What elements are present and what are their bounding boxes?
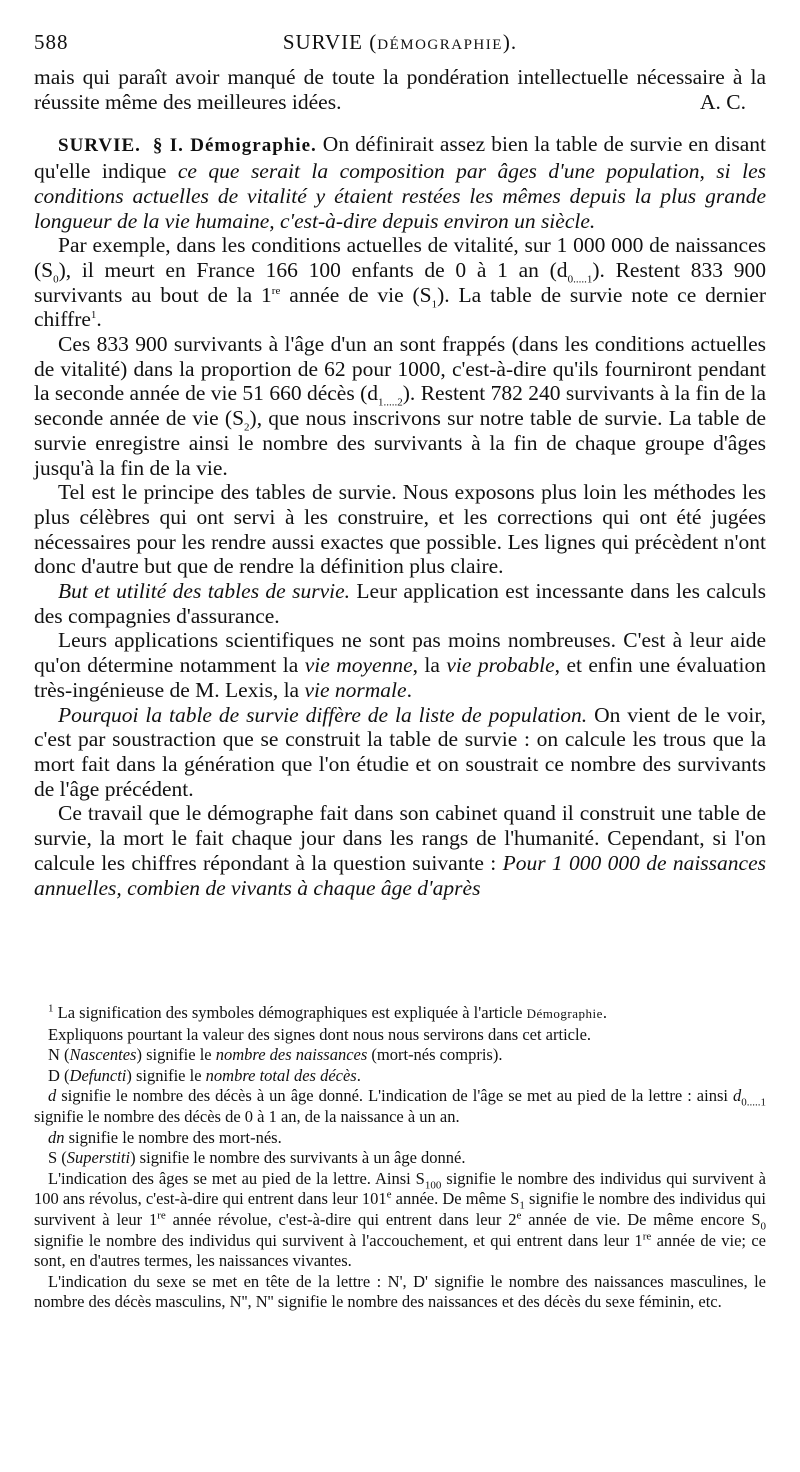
paragraph-purpose: But et utilité des tables de survie. Leur application est incessante dans les calculs des compagnies d'assurance.: [34, 579, 766, 628]
running-title-end: ).: [502, 30, 518, 54]
section-heading: § I. Démographie.: [152, 135, 317, 157]
footnote-line-8: L'indication des âges se met au pied de la lettre. Ainsi $S_{100}$ signifie le nombre des individus qui survivent à 100 ans révolus, c'est-à-dire qui entrent dans leur 101e année. De même $S_1$ signifie le nombre des individus qui survivent à leur 1re année révolue, c'est-à-dire qui entrent dans leur 2e année de vie. De même encore $S_0$ signifie le nombre des individus qui survivent à l'accouchement, et qui entrent dans leur 1re année de vie; ce sont, en d'autres termes, les naissances vivantes.: [34, 1168, 766, 1271]
footnote-1: $^1$ La signification des symboles démographiques est expliquée à l'article Démographie.: [48, 1002, 607, 1022]
paragraph-survivors: Ces 833 900 survivants à l'âge d'un an sont frappés (dans les conditions actuelles de vitalité) dans la proportion de 62 pour 1000, c'est-à-dire qu'ils fourniront pendant la seconde année de vie 51 660 décès $(d_{1.....2})$. Restent 782 240 survivants à la fin de la seconde année de vie $(S_2)$, que nous inscrivons sur notre table de survie. La table de survie enregistre ainsi le nombre des survivants à la fin de chaque groupe d'âges jusqu'à la fin de la vie.: [34, 332, 766, 480]
paragraph-definition: SURVIE. § I. Démographie. On définirait assez bien la table de survie en disant qu'elle indique ce que serait la composition par âges d'une population, si les conditions actuelles de vitalité y étaient restées les mêmes depuis la plus grande longueur de la vie humaine, c'est-à-dire depuis environ un siècle.: [34, 132, 766, 233]
footnote-line-4: D (Defuncti) signifie le nombre total des décès.: [48, 1065, 361, 1085]
intro-paragraph: [34, 65, 766, 114]
page-header: [34, 30, 766, 60]
page-number: 588: [34, 30, 69, 54]
paragraph-example: Par exemple, dans les conditions actuelles de vitalité, sur 1 000 000 de naissances $(S_0)$, il meurt en France 166 100 enfants de 0 à 1 an $(d_{0.....1})$. Restent 833 900 survivants au bout de la 1re année de vie $(S_1)$. La table de survie note ce dernier chiffre$^1$.: [34, 233, 767, 332]
paragraph-applications: Leurs applications scientifiques ne sont pas moins nombreuses. C'est à leur aide qu'on détermine notamment la vie moyenne, la vie probable, et enfin une évaluation très-ingénieuse de M. Lexis, la vie normale.: [34, 628, 766, 702]
intro-text: mais qui paraît avoir manqué de toute la pondération intellectuelle nécessaire à la réussite même des meilleures idées.: [34, 65, 766, 114]
footnote-line-7: S (Superstiti) signifie le nombre des survivants à un âge donné.: [48, 1148, 466, 1168]
paragraph-principle: Tel est le principe des tables de survie. Nous exposons plus loin les méthodes les plus célèbres qui ont servi à les construire, et les corrections qui ont été jugées nécessaires pour les rendre aussi exactes que possible. Les lignes qui précèdent n'ont donc d'autre but que de rendre la définition plus claire.: [34, 480, 766, 579]
main-text: [34, 65, 766, 900]
footnote-line-6: dn signifie le nombre des mort-nés.: [48, 1127, 282, 1147]
running-title-main: SURVIE (: [282, 30, 378, 54]
footnote-line-9: L'indication du sexe se met en tête de la lettre : N', D' signifie le nombre des naissances masculines, le nombre des décès masculins, N'', N'' signifie le nombre des naissances et des décès du sexe féminin, etc.: [34, 1271, 766, 1312]
footnote-ref: 1: [90, 309, 97, 322]
footnote-line-3: N (Nascentes) signifie le nombre des naissances (mort-nés compris).: [48, 1045, 503, 1065]
paragraph-difference: Pourquoi la table de survie diffère de la liste de population. On vient de le voir, c'est par soustraction que se construit la table de survie : on calcule les trous que la mort fait dans la génération que l'on étudie et on soustrait ce nombre des survivants de l'âge précédent.: [34, 702, 766, 801]
running-title-small: DÉMOGRAPHIE: [377, 37, 503, 53]
running-title: [34, 30, 766, 55]
article-label: SURVIE.: [58, 135, 141, 157]
author-signature: A. C.: [700, 89, 746, 114]
footnote-line-5: d signifie le nombre des décès à un âge donné. L'indication de l'âge se met au pied de la lettre : ainsi $d_{0.....1}$ signifie le nombre des décès de 0 à 1 an, de la naissance à un an.: [34, 1086, 766, 1126]
footnote-line-2: Expliquons pourtant la valeur des signes dont nous nous servirons dans cet article.: [48, 1024, 592, 1044]
paragraph-demographer: Ce travail que le démographe fait dans son cabinet quand il construit une table de survie, la mort le fait chaque jour dans les rangs de l'humanité. Cependant, si l'on calcule les chiffres répondant à la question suivante : Pour 1 000 000 de naissances annuelles, combien de vivants à chaque âge d'après: [34, 801, 766, 900]
footnotes: [34, 1003, 766, 1313]
